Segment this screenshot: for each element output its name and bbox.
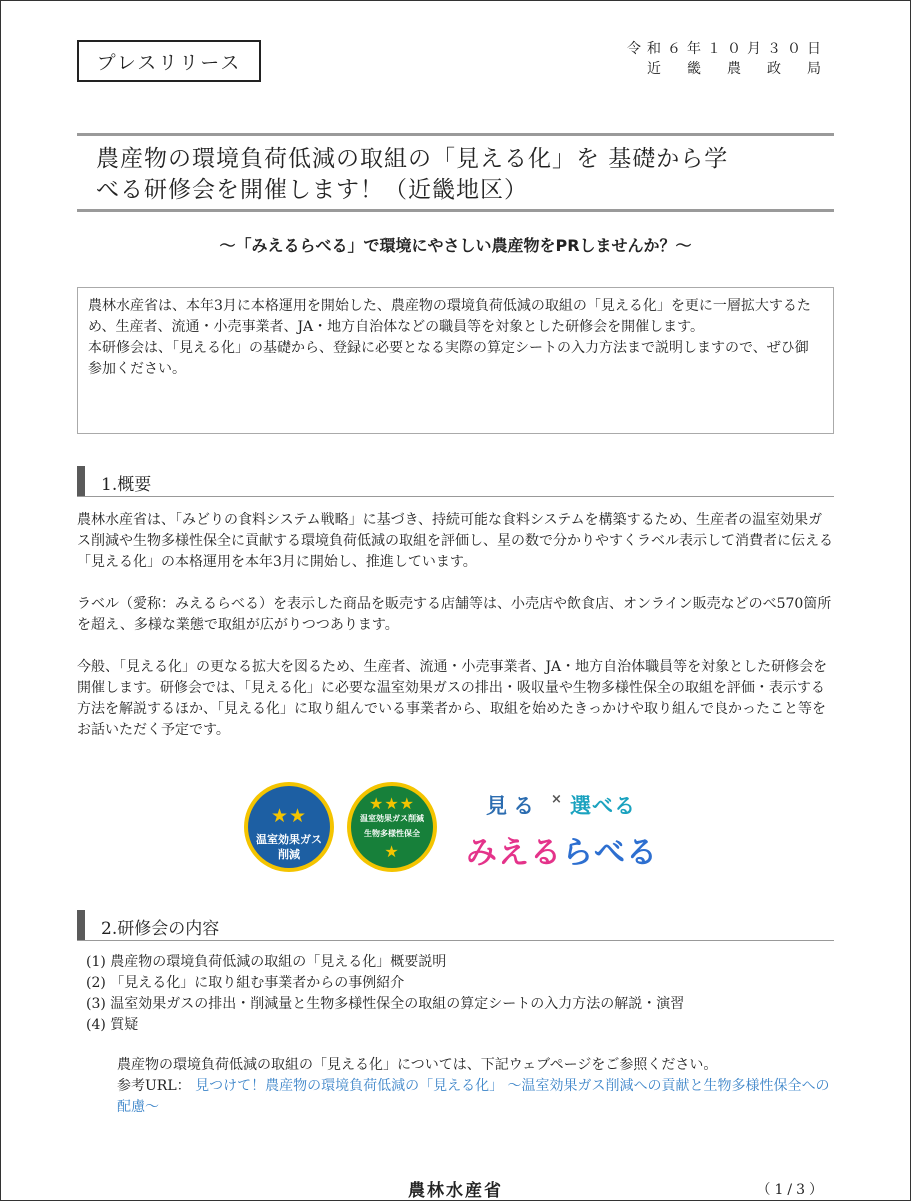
star-icon: ★ — [384, 842, 400, 861]
logo-text-eraberu: 選べる — [570, 794, 636, 818]
summary-paragraph-2: 本研修会は、「見える化」の基礎から、登録に必要となる実際の算定シートの入力方法まで説明しますので、ぜひ御参加ください。 — [88, 340, 809, 377]
footer-org-logo: 農林水産省 — [408, 1181, 503, 1201]
overview-paragraph-1: 農林水産省は、「みどりの食料システム戦略」に基づき、持続可能な食料システムを構築するため、生産者の温室効果ガス削減や生物多様性保全に貢献する環境負荷低減の取組を評価し、星の数で分かりやすくラベル表示して消費者に伝える「見える化」の本格運用を本年3月に開始し、推進しています。 — [77, 512, 833, 570]
title-line-2: べる研修会を開催します！（近畿地区） — [96, 177, 528, 203]
list-item: (1) 農産物の環境負荷低減の取組の「見える化」概要説明 — [86, 954, 447, 970]
title-rule-bottom — [77, 209, 834, 212]
ghg-biodiversity-badge — [347, 782, 437, 872]
title-rule-top — [77, 133, 834, 136]
badge-inner-circle — [248, 786, 330, 868]
star-icon-row: ★★ — [270, 805, 308, 827]
issuing-office: 近 畿 農 政 局 — [647, 61, 827, 77]
badge-label-line-2: 生物多様性保全 — [364, 829, 420, 838]
program-list — [86, 952, 684, 1036]
press-release-label: プレスリリース — [77, 40, 261, 82]
subtitle: ～「みえるらべる」で環境にやさしい農産物をPRしませんか？～ — [219, 236, 692, 255]
list-item: (4) 質疑 — [86, 1017, 139, 1033]
release-date: 令和６年１０月３０日 — [627, 41, 827, 57]
ghg-reduction-badge — [244, 782, 334, 872]
logo-text-miru: 見る — [486, 794, 540, 818]
label-logos — [244, 782, 658, 874]
reference-note: 農産物の環境負荷低減の取組の「見える化」については、下記ウェブページをご参照ください。 — [117, 1057, 718, 1073]
section-2-title: 2.研修会の内容 — [101, 919, 220, 939]
mierube-logo — [466, 782, 656, 874]
page-number: （1/3） — [756, 1182, 827, 1198]
section-2-heading — [77, 910, 834, 941]
badge-label-line-2: 削減 — [278, 848, 300, 861]
badge-label-line-1: 温室効果ガス削減 — [360, 814, 424, 823]
cross-icon: × — [551, 792, 562, 807]
logo-wordmark — [466, 827, 658, 872]
title-line-1: 農産物の環境負荷低減の取組の「見える化」を 基礎から学 — [96, 146, 729, 172]
summary-paragraph-1: 農林水産省は、本年3月に本格運用を開始した、農産物の環境負荷低減の取組の「見える化」を更に一層拡大するため、生産者、流通・小売事業者、JA・地方自治体などの職員等を対象とした研修会を開催します。 — [88, 298, 811, 335]
summary-box — [77, 287, 834, 434]
logo-text-mieru: みえる — [466, 835, 562, 871]
reference-url-label: 参考URL： — [117, 1078, 191, 1094]
overview-paragraph-2: ラベル（愛称：みえるらべる）を表示した商品を販売する店舗等は、小売店や飲食店、オンライン販売などのべ570箇所を超え、多様な業態で取組が広がりつつあります。 — [77, 596, 832, 633]
date-block — [627, 39, 827, 79]
reference-url-line — [117, 1076, 834, 1118]
list-item: (3) 温室効果ガスの排出・削減量と生物多様性保全の取組の算定シートの入力方法の解説・演習 — [86, 996, 685, 1012]
reference-link[interactable]: 見つけて！農産物の環境負荷低減の「見える化」 ～温室効果ガス削減への貢献と生物多様性保全への配慮～ — [117, 1078, 830, 1115]
star-icon-row: ★★★ — [368, 794, 416, 813]
section-marker — [77, 466, 85, 496]
section-1-heading — [77, 466, 834, 497]
section-1-title: 1.概要 — [101, 475, 152, 495]
section-marker — [77, 910, 85, 940]
badge-inner-circle — [351, 786, 433, 868]
overview-paragraph-3: 今般、「見える化」の更なる拡大を図るため、生産者、流通・小売事業者、JA・地方自治体職員等を対象とした研修会を開催します。研修会では、「見える化」に必要な温室効果ガスの排出・吸収量や生物多様性保全の取組を評価・表示する方法を解説するほか、「見える化」に取り組んでいる事業者から、取組を始めたきっかけや取り組んで良かったこと等をお話いただく予定です。 — [77, 659, 828, 738]
list-item: (2) 「見える化」に取り組む事業者からの事例紹介 — [86, 975, 405, 991]
logo-text-raberu: らべる — [562, 835, 658, 871]
reference-block — [117, 1055, 834, 1118]
page-title — [96, 144, 816, 206]
badge-label-line-1: 温室効果ガス — [256, 833, 322, 846]
